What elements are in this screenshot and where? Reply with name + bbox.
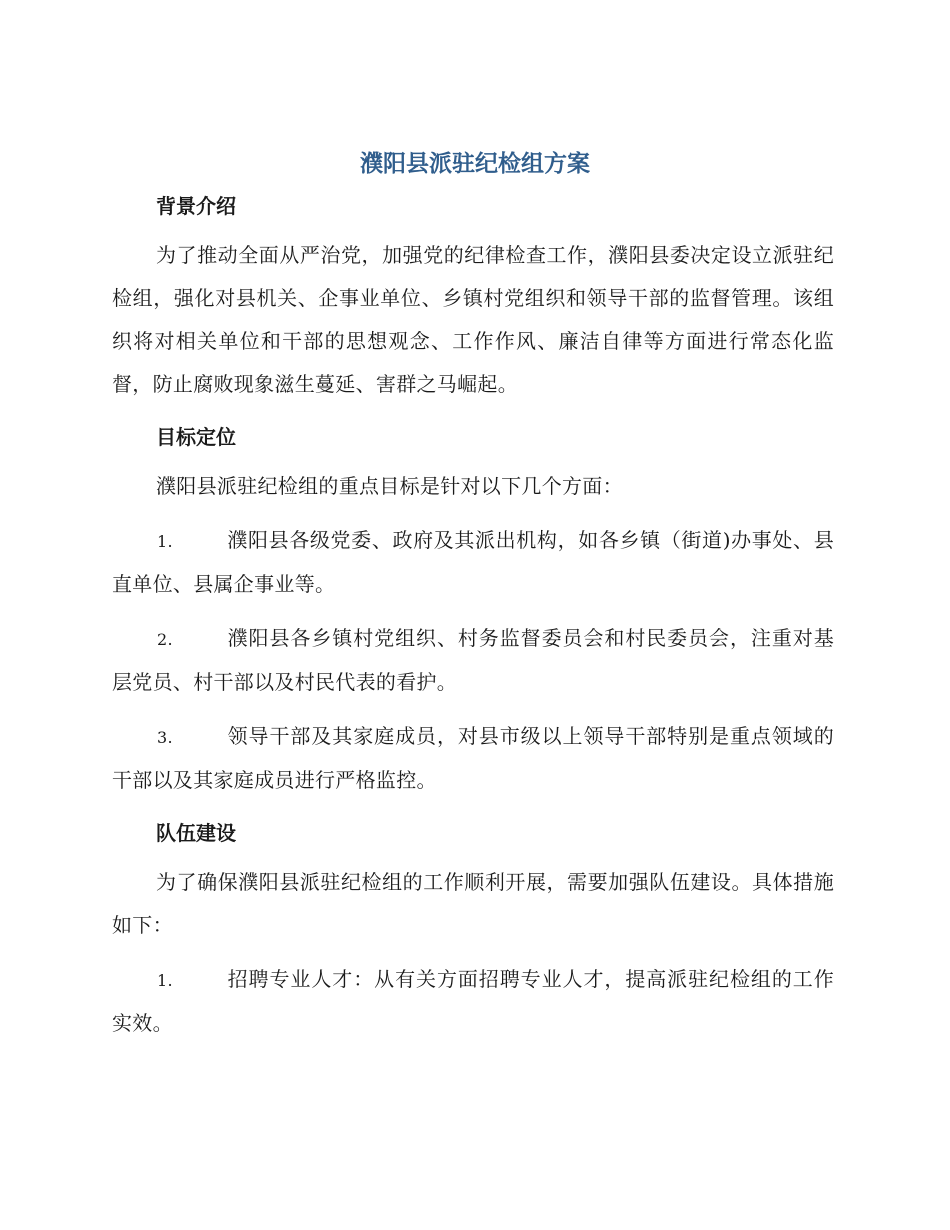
list-item-text: 领导干部及其家庭成员，对县市级以上领导干部特别是重点领域的干部以及其家庭成员进行严格监控。: [112, 724, 834, 792]
document-title: 濮阳县派驻纪检组方案: [360, 151, 590, 177]
section-heading-team: 队伍建设: [156, 821, 236, 845]
goals-list-item: [112, 715, 834, 802]
section-heading-background: 背景介绍: [156, 194, 236, 218]
list-item-number: 2.: [157, 630, 173, 649]
section-heading-goals: 目标定位: [156, 425, 236, 449]
goals-list-item: [112, 519, 834, 606]
list-item-number: 1.: [157, 532, 173, 551]
background-paragraph: 为了推动全面从严治党，加强党的纪律检查工作，濮阳县委决定设立派驻纪检组，强化对县机关、企事业单位、乡镇村党组织和领导干部的监督管理。该组织将对相关单位和干部的思想观念、工作作风、廉洁自律等方面进行常态化监督，防止腐败现象滋生蔓延、害群之马崛起。: [112, 243, 834, 396]
list-item-number: 1.: [157, 971, 173, 990]
list-item-number: 3.: [157, 728, 173, 747]
list-item-text: 濮阳县各乡镇村党组织、村务监督委员会和村民委员会，注重对基层党员、村干部以及村民代表的看护。: [112, 626, 834, 694]
document-body: [112, 186, 834, 1056]
team-intro-paragraph: 为了确保濮阳县派驻纪检组的工作顺利开展，需要加强队伍建设。具体措施如下：: [112, 870, 834, 937]
list-item-text: 濮阳县各级党委、政府及其派出机构，如各乡镇（街道)办事处、县直单位、县属企事业等。: [112, 528, 834, 596]
goals-list-item: [112, 617, 834, 704]
list-item-text: 招聘专业人才：从有关方面招聘专业人才，提高派驻纪检组的工作实效。: [112, 967, 834, 1035]
team-list-item: [112, 958, 834, 1045]
goals-intro-paragraph: 濮阳县派驻纪检组的重点目标是针对以下几个方面：: [156, 474, 623, 498]
